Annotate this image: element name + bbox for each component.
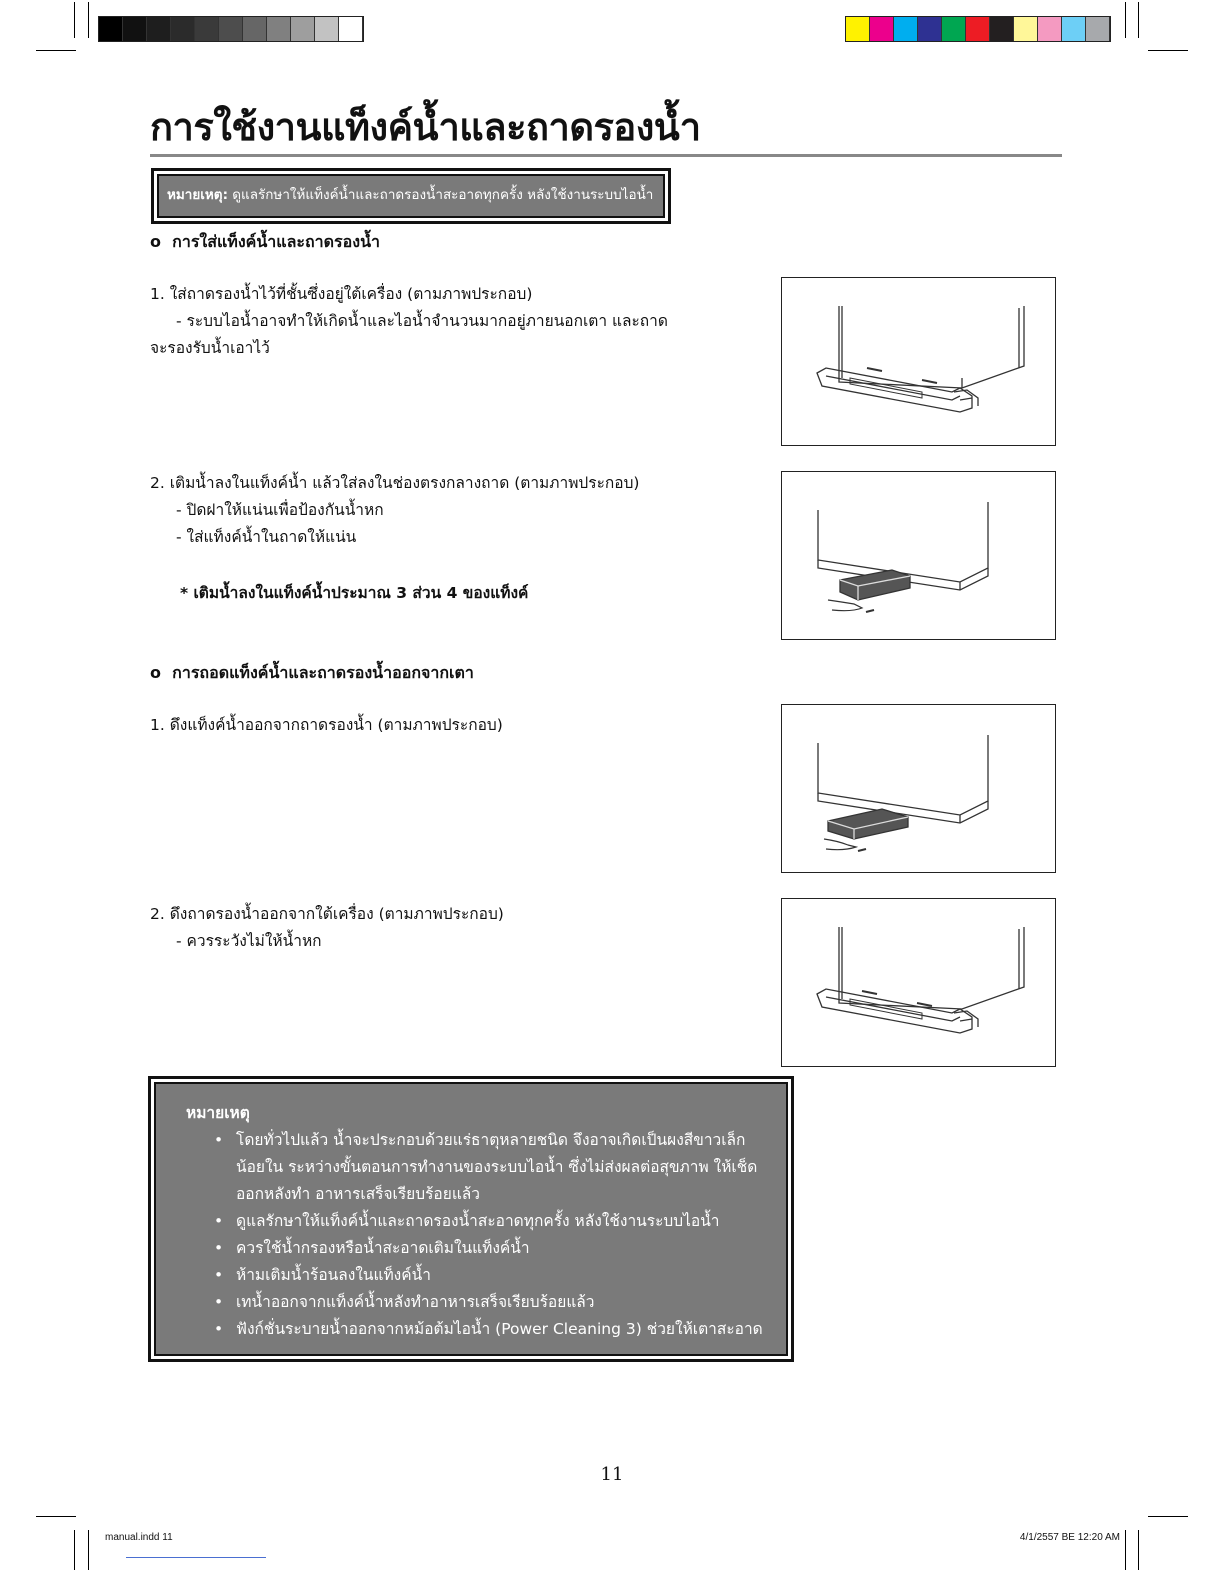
color-swatch bbox=[1086, 17, 1110, 41]
color-swatch bbox=[123, 17, 147, 41]
list-item: • ห้ามเติมน้ำร้อนลงในแท็งค์น้ำ bbox=[236, 1262, 786, 1289]
step-main: 2. เติมน้ำลงในแท็งค์น้ำ แล้วใส่ลงในช่องตรงกลางถาด (ตามภาพประกอบ) bbox=[150, 474, 640, 492]
notes-box bbox=[148, 1076, 794, 1362]
color-swatch bbox=[1038, 17, 1062, 41]
page-title: การใช้งานแท็งค์น้ำและถาดรองน้ำ bbox=[150, 105, 701, 149]
color-swatch bbox=[99, 17, 123, 41]
section-heading-remove bbox=[150, 661, 474, 686]
color-swatch bbox=[846, 17, 870, 41]
note-text: ดูแลรักษาให้แท็งค์น้ำและถาดรองน้ำสะอาดทุกครั้ง หลังใช้งานระบบไอน้ำ bbox=[232, 187, 654, 203]
step-text bbox=[150, 712, 503, 739]
color-swatch bbox=[219, 17, 243, 41]
step-main: 1. ดึงแท็งค์น้ำออกจากถาดรองน้ำ (ตามภาพประกอบ) bbox=[150, 716, 503, 734]
color-swatch bbox=[243, 17, 267, 41]
illustration-tray-remove bbox=[781, 898, 1056, 1067]
color-swatch bbox=[990, 17, 1014, 41]
crop-mark bbox=[74, 2, 75, 38]
section-heading-text: การถอดแท็งค์น้ำและถาดรองน้ำออกจากเตา bbox=[172, 663, 474, 682]
section-heading-text: การใส่แท็งค์น้ำและถาดรองน้ำ bbox=[172, 232, 380, 251]
color-swatch bbox=[195, 17, 219, 41]
list-item: • เทน้ำออกจากแท็งค์น้ำหลังทำอาหารเสร็จเรียบร้อยแล้ว bbox=[236, 1289, 786, 1316]
crop-mark bbox=[1125, 1530, 1126, 1570]
step-text bbox=[150, 470, 639, 551]
step-text bbox=[150, 901, 504, 955]
list-item: • ควรใช้น้ำกรองหรือน้ำสะอาดเติมในแท็งค์น้ำ bbox=[236, 1235, 786, 1262]
notes-list bbox=[186, 1127, 786, 1343]
crop-mark bbox=[1138, 1530, 1139, 1570]
step-sub: - ระบบไอน้ำอาจทำให้เกิดน้ำและไอน้ำจำนวนมากอยู่ภายนอกเตา และถาด bbox=[176, 312, 668, 330]
grayscale-calibration-bar bbox=[98, 16, 364, 42]
crop-mark bbox=[1125, 2, 1126, 38]
section-heading-insert bbox=[150, 230, 380, 255]
crop-mark bbox=[36, 50, 76, 51]
step-main: 1. ใส่ถาดรองน้ำไว้ที่ชั้นซึ่งอยู่ใต้เครื่อง (ตามภาพประกอบ) bbox=[150, 285, 533, 303]
crop-mark bbox=[88, 1530, 89, 1570]
color-swatch bbox=[339, 17, 363, 41]
top-note-box bbox=[151, 168, 671, 224]
color-swatch bbox=[1062, 17, 1086, 41]
footer-filename: manual.indd 11 bbox=[105, 1532, 173, 1543]
color-swatch bbox=[315, 17, 339, 41]
note-label: หมายเหตุ: bbox=[167, 187, 228, 203]
color-swatch bbox=[942, 17, 966, 41]
page-number: 11 bbox=[600, 1464, 624, 1485]
title-rule bbox=[150, 154, 1062, 157]
crop-mark bbox=[36, 1516, 76, 1517]
illustration-tank-insert bbox=[781, 471, 1056, 640]
illustration-tank-remove bbox=[781, 704, 1056, 873]
bullet-o: o bbox=[150, 232, 173, 251]
color-swatch bbox=[147, 17, 171, 41]
list-item: • ดูแลรักษาให้แท็งค์น้ำและถาดรองน้ำสะอาดทุกครั้ง หลังใช้งานระบบไอน้ำ bbox=[236, 1208, 786, 1235]
step-sub: - ปิดฝาให้แน่นเพื่อป้องกันน้ำหก bbox=[176, 501, 384, 519]
step-sub-continuation: จะรองรับน้ำเอาไว้ bbox=[150, 339, 270, 357]
color-calibration-bar bbox=[845, 16, 1111, 42]
step-text bbox=[150, 281, 668, 362]
color-swatch bbox=[918, 17, 942, 41]
color-swatch bbox=[966, 17, 990, 41]
color-swatch bbox=[1014, 17, 1038, 41]
crop-mark bbox=[74, 1530, 75, 1570]
bullet-o: o bbox=[150, 663, 173, 682]
crop-mark bbox=[88, 2, 89, 38]
footer-timestamp: 4/1/2557 BE 12:20 AM bbox=[1019, 1532, 1120, 1543]
list-item: • โดยทั่วไปแล้ว น้ำจะประกอบด้วยแร่ธาตุหลายชนิด จึงอาจเกิดเป็นผงสีขาวเล็กน้อยใน ระหว่างขั้นตอนการทำงานของระบบไอน้ำ ซึ่งไม่ส่งผลต่อสุขภาพ ให้เช็ดออกหลังทำ อาหารเสร็จเรียบร้อยแล้ว bbox=[236, 1127, 774, 1208]
notes-heading: หมายเหตุ bbox=[186, 1104, 250, 1122]
step-main: 2. ดึงถาดรองน้ำออกจากใต้เครื่อง (ตามภาพประกอบ) bbox=[150, 905, 504, 923]
color-swatch bbox=[291, 17, 315, 41]
illustration-tray-insert bbox=[781, 277, 1056, 446]
footer-underline bbox=[126, 1557, 266, 1558]
crop-mark bbox=[1148, 1516, 1188, 1517]
color-swatch bbox=[894, 17, 918, 41]
step-sub: - ใส่แท็งค์น้ำในถาดให้แน่น bbox=[176, 528, 357, 546]
tip-text: * เติมน้ำลงในแท็งค์น้ำประมาณ 3 ส่วน 4 ของแท็งค์ bbox=[180, 584, 529, 602]
color-swatch bbox=[267, 17, 291, 41]
color-swatch bbox=[870, 17, 894, 41]
list-item: • ฟังก์ชั่นระบายน้ำออกจากหม้อต้มไอน้ำ (Power Cleaning 3) ช่วยให้เตาสะอาด bbox=[236, 1316, 786, 1343]
crop-mark bbox=[1138, 2, 1139, 38]
crop-mark bbox=[1148, 50, 1188, 51]
step-sub: - ควรระวังไม่ให้น้ำหก bbox=[176, 932, 322, 950]
color-swatch bbox=[171, 17, 195, 41]
